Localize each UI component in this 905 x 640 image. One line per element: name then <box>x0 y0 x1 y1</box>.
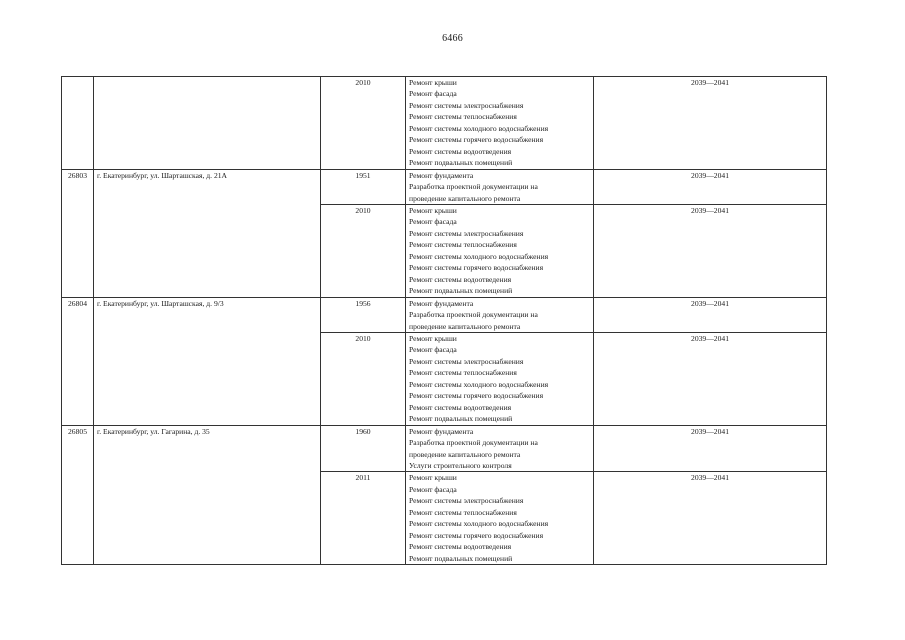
year-cell: 1956 <box>321 297 406 332</box>
work-item: Ремонт системы горячего водоснабжения <box>409 263 544 273</box>
work-item: Ремонт системы горячего водоснабжения <box>409 135 544 145</box>
address-cell: г. Екатеринбург, ул. Гагарина, д. 35 <box>94 425 321 564</box>
term-cell: 2039—2041 <box>594 77 827 170</box>
work-item: проведение капитального ремонта <box>409 321 521 331</box>
work-item: Ремонт фасада <box>409 89 457 99</box>
work-item: Ремонт фасада <box>409 217 457 227</box>
term-cell: 2039—2041 <box>594 297 827 332</box>
works-cell <box>406 204 594 297</box>
work-item: Ремонт крыши <box>409 333 457 343</box>
work-item: Ремонт системы теплоснабжения <box>409 240 517 250</box>
work-item: Ремонт системы холодного водоснабжения <box>409 519 549 529</box>
table-row <box>62 169 827 204</box>
work-item: Ремонт системы горячего водоснабжения <box>409 391 544 401</box>
term-cell: 2039—2041 <box>594 169 827 204</box>
works-cell <box>406 77 594 170</box>
table-row <box>62 425 827 472</box>
work-item: Ремонт системы электроснабжения <box>409 228 524 238</box>
address-cell: г. Екатеринбург, ул. Шарташская, д. 9/3 <box>94 297 321 425</box>
work-item: Ремонт системы холодного водоснабжения <box>409 379 549 389</box>
work-item: Ремонт системы водоотведения <box>409 542 512 552</box>
address-cell <box>94 77 321 170</box>
term-cell: 2039—2041 <box>594 204 827 297</box>
term-cell: 2039—2041 <box>594 472 827 565</box>
work-item: Ремонт системы холодного водоснабжения <box>409 251 549 261</box>
work-item: Ремонт системы электроснабжения <box>409 100 524 110</box>
house-id-cell: 26803 <box>62 169 94 297</box>
year-cell: 2010 <box>321 332 406 425</box>
address-cell: г. Екатеринбург, ул. Шарташская, д. 21А <box>94 169 321 297</box>
table-row <box>62 77 827 170</box>
house-id-cell: 26804 <box>62 297 94 425</box>
work-item: Ремонт подвальных помещений <box>409 158 513 168</box>
work-item: Ремонт системы водоотведения <box>409 146 512 156</box>
work-item: проведение капитального ремонта <box>409 193 521 203</box>
work-item: Ремонт фасада <box>409 484 457 494</box>
works-cell <box>406 169 594 204</box>
works-cell <box>406 332 594 425</box>
work-item: Ремонт крыши <box>409 78 457 87</box>
year-cell: 2010 <box>321 204 406 297</box>
year-cell: 2011 <box>321 472 406 565</box>
work-item: Ремонт системы холодного водоснабжения <box>409 123 549 133</box>
work-item: Разработка проектной документации на <box>409 182 538 192</box>
work-item: Ремонт подвальных помещений <box>409 553 513 563</box>
work-item: Ремонт фундамента <box>409 170 474 180</box>
works-cell <box>406 472 594 565</box>
house-id-cell: 26805 <box>62 425 94 564</box>
year-cell: 1960 <box>321 425 406 472</box>
work-item: Ремонт системы водоотведения <box>409 402 512 412</box>
house-id-cell <box>62 77 94 170</box>
year-cell: 2010 <box>321 77 406 170</box>
work-item: Ремонт системы горячего водоснабжения <box>409 530 544 540</box>
work-item: Разработка проектной документации на <box>409 438 538 448</box>
term-cell: 2039—2041 <box>594 425 827 472</box>
work-item: Услуги строительного контроля <box>409 460 512 470</box>
work-item: проведение капитального ремонта <box>409 449 521 459</box>
work-item: Ремонт крыши <box>409 205 457 215</box>
work-item: Ремонт фундамента <box>409 298 474 308</box>
repair-schedule-table <box>61 76 827 565</box>
work-item: Ремонт подвальных помещений <box>409 286 513 296</box>
work-item: Ремонт системы водоотведения <box>409 274 512 284</box>
work-item: Ремонт системы теплоснабжения <box>409 112 517 122</box>
works-cell <box>406 425 594 472</box>
work-item: Ремонт подвальных помещений <box>409 414 513 424</box>
work-item: Ремонт системы электроснабжения <box>409 356 524 366</box>
table-row <box>62 297 827 332</box>
work-item: Ремонт крыши <box>409 473 457 483</box>
page-number: 6466 <box>442 33 463 44</box>
work-item: Разработка проектной документации на <box>409 310 538 320</box>
work-item: Ремонт системы теплоснабжения <box>409 507 517 517</box>
work-item: Ремонт системы теплоснабжения <box>409 368 517 378</box>
work-item: Ремонт системы электроснабжения <box>409 496 524 506</box>
term-cell: 2039—2041 <box>594 332 827 425</box>
work-item: Ремонт фундамента <box>409 426 474 436</box>
work-item: Ремонт фасада <box>409 345 457 355</box>
works-cell <box>406 297 594 332</box>
year-cell: 1951 <box>321 169 406 204</box>
